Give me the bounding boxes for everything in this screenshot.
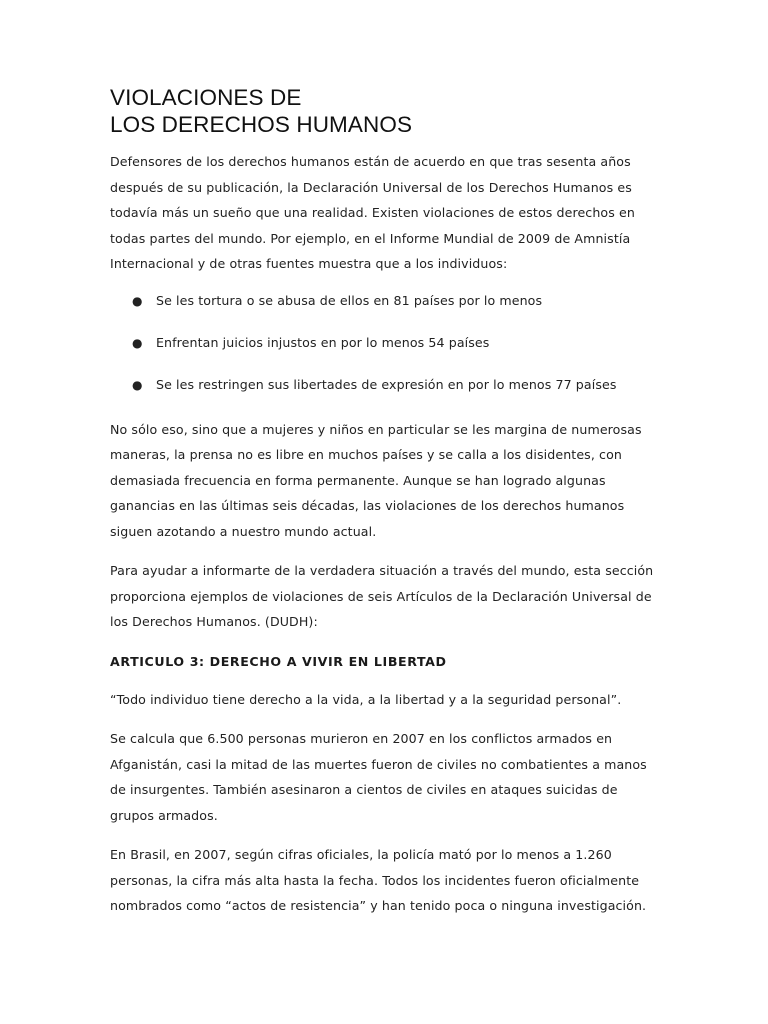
document-page (110, 84, 662, 933)
bullet-icon: ● (132, 335, 143, 350)
section-heading: ARTICULO 3: DERECHO A VIVIR EN LIBERTAD (110, 653, 447, 669)
bullet-list (110, 291, 662, 395)
bullet-icon: ● (132, 293, 143, 308)
list-item-text: Enfrentan juicios injustos en por lo menos 54 países (156, 334, 490, 350)
list-item (110, 333, 662, 353)
paragraph-brasil: En Brasil, en 2007, según cifras oficiales, la policía mató por lo menos a 1.260 personas, la cifra más alta hasta la fecha. Todos los incidentes fueron oficialmente nombrados como “actos de resistencia” y han tenido poca o ninguna investigación. (110, 847, 647, 913)
paragraph-section-intro: Para ayudar a informarte de la verdadera situación a través del mundo, esta sección proporciona ejemplos de violaciones de seis Artículos de la Declaración Universal de los Derechos Humanos. (DUDH): (110, 563, 654, 629)
intro-paragraph: Defensores de los derechos humanos están de acuerdo en que tras sesenta años después de su publicación, la Declaración Universal de los Derechos Humanos es todavía más un sueño que una realidad. Existen violaciones de estos derechos en todas partes del mundo. Por ejemplo, en el Informe Mundial de 2009 de Amnistía Internacional y de otras fuentes muestra que a los individuos: (110, 154, 635, 271)
list-item-text: Se les restringen sus libertades de expresión en por lo menos 77 países (156, 376, 617, 392)
paragraph-margination: No sólo eso, sino que a mujeres y niños en particular se les margina de numerosas maneras, la prensa no es libre en muchos países y se calla a los disidentes, con demasiada frecuencia en forma permanente. Aunque se han logrado algunas ganancias en las últimas seis décadas, las violaciones de los derechos humanos siguen azotando a nuestro mundo actual. (110, 421, 642, 539)
title-line-2: LOS DERECHOS HUMANOS (110, 112, 413, 137)
page-title (110, 84, 662, 138)
list-item (110, 291, 662, 311)
paragraph-afghanistan: Se calcula que 6.500 personas murieron en 2007 en los conflictos armados en Afganistán, casi la mitad de las muertes fueron de civiles no combatientes a manos de insurgentes. También asesinaron a cientos de civiles en ataques suicidas de grupos armados. (110, 731, 647, 823)
list-item (110, 375, 662, 395)
article-quote: “Todo individuo tiene derecho a la vida, a la libertad y a la seguridad personal”. (110, 691, 622, 707)
list-item-text: Se les tortura o se abusa de ellos en 81 países por lo menos (156, 292, 543, 308)
title-line-1: VIOLACIONES DE (110, 85, 302, 110)
bullet-icon: ● (132, 377, 143, 392)
